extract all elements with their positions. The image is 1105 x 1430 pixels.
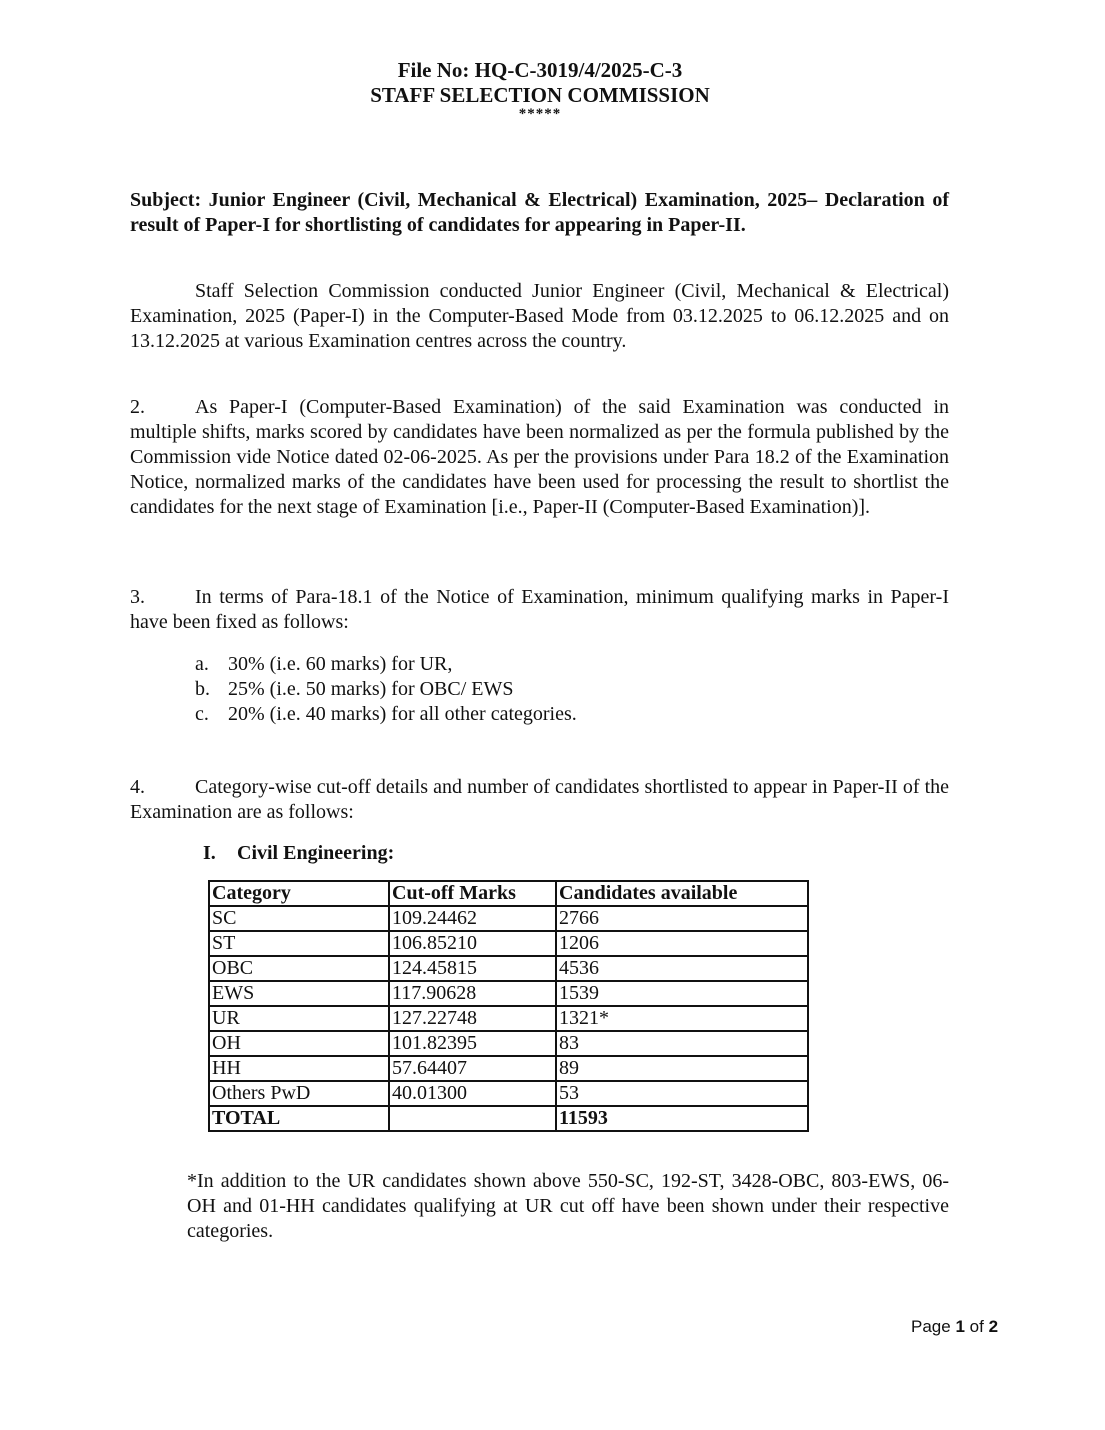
list-marker: b. xyxy=(195,678,210,700)
table-row xyxy=(209,931,808,956)
cell-candidates: 1321* xyxy=(556,1006,808,1031)
cell-cutoff: 127.22748 xyxy=(389,1006,556,1031)
file-number: File No: HQ-C-3019/4/2025-C-3 xyxy=(397,58,683,82)
table-row xyxy=(209,981,808,1006)
list-text: 25% (i.e. 50 marks) for OBC/ EWS xyxy=(228,678,514,700)
cell-cutoff: 101.82395 xyxy=(389,1031,556,1056)
page-of: of xyxy=(969,1317,984,1336)
table-header-row xyxy=(209,881,808,906)
list-marker: c. xyxy=(195,703,209,725)
cell-category: OBC xyxy=(209,956,389,981)
cell-cutoff: 106.85210 xyxy=(389,931,556,956)
cell-total-label: TOTAL xyxy=(209,1106,389,1131)
table-row xyxy=(209,1081,808,1106)
list-text: 30% (i.e. 60 marks) for UR, xyxy=(228,653,453,675)
cell-category: ST xyxy=(209,931,389,956)
cell-candidates: 83 xyxy=(556,1031,808,1056)
paragraph-3-number: 3. xyxy=(130,586,145,608)
cell-category: SC xyxy=(209,906,389,931)
table-row xyxy=(209,906,808,931)
cell-cutoff: 117.90628 xyxy=(389,981,556,1006)
cell-candidates: 53 xyxy=(556,1081,808,1106)
paragraph-2 xyxy=(130,395,949,520)
list-item xyxy=(195,677,577,702)
paragraph-4-number: 4. xyxy=(130,776,145,798)
cell-candidates: 1539 xyxy=(556,981,808,1006)
cutoff-table xyxy=(208,880,809,1132)
paragraph-3 xyxy=(130,585,949,635)
page-prefix: Page xyxy=(911,1317,951,1336)
paragraph-1 xyxy=(130,279,949,354)
cell-total-candidates: 11593 xyxy=(556,1106,808,1131)
list-text: 20% (i.e. 40 marks) for all other categories. xyxy=(228,703,577,725)
table-row xyxy=(209,1056,808,1081)
paragraph-4 xyxy=(130,775,949,825)
cell-cutoff: 57.64407 xyxy=(389,1056,556,1081)
cell-cutoff: 124.45815 xyxy=(389,956,556,981)
column-header-cutoff: Cut-off Marks xyxy=(389,881,556,906)
table-total-row xyxy=(209,1106,808,1131)
list-marker: a. xyxy=(195,653,209,675)
cell-candidates: 1206 xyxy=(556,931,808,956)
section-title: Civil Engineering: xyxy=(237,842,395,864)
qualifying-marks-list xyxy=(195,652,577,727)
table-row xyxy=(209,956,808,981)
table-row xyxy=(209,1006,808,1031)
cell-category: UR xyxy=(209,1006,389,1031)
cell-cutoff: 109.24462 xyxy=(389,906,556,931)
cell-category: OH xyxy=(209,1031,389,1056)
cell-candidates: 2766 xyxy=(556,906,808,931)
paragraph-2-number: 2. xyxy=(130,396,145,418)
list-item xyxy=(195,702,577,727)
cell-category: Others PwD xyxy=(209,1081,389,1106)
cell-cutoff: 40.01300 xyxy=(389,1081,556,1106)
paragraph-2-text: As Paper-I (Computer-Based Examination) of the said Examination was conducted in multiple shifts, marks scored by candidates have been normalized as per the formula published by the Commission vide Notice dated 02-06-2025. As per the provisions under Para 18.2 of the Examination Notice, normalized marks of the candidates have been used for processing the result to shortlist the candidates for the next stage of Examination [i.e., Paper-II (Computer-Based Examination)]. xyxy=(130,396,949,518)
section-heading xyxy=(203,842,394,865)
table-row xyxy=(209,1031,808,1056)
paragraph-3-text: In terms of Para-18.1 of the Notice of Examination, minimum qualifying marks in Paper-I have been fixed as follows: xyxy=(130,586,949,633)
cell-category: EWS xyxy=(209,981,389,1006)
page-number xyxy=(911,1317,998,1337)
column-header-candidates: Candidates available xyxy=(556,881,808,906)
header-stars: ***** xyxy=(518,106,562,122)
column-header-category: Category xyxy=(209,881,389,906)
organization-name: STAFF SELECTION COMMISSION xyxy=(370,83,710,107)
page-total: 2 xyxy=(988,1317,999,1336)
cell-category: HH xyxy=(209,1056,389,1081)
cell-candidates: 89 xyxy=(556,1056,808,1081)
subject-line: Subject: Junior Engineer (Civil, Mechanical & Electrical) Examination, 2025– Declaration of result of Paper-I for shortlisting of candidates for appearing in Paper-II. xyxy=(130,189,949,236)
section-numeral: I. xyxy=(203,842,216,864)
table-footnote: *In addition to the UR candidates shown above 550-SC, 192-ST, 3428-OBC, 803-EWS, 06-OH and 01-HH candidates qualifying at UR cut off have been shown under their respective categories. xyxy=(187,1170,949,1242)
paragraph-1-text: Staff Selection Commission conducted Junior Engineer (Civil, Mechanical & Electrical) Examination, 2025 (Paper-I) in the Computer-Based Mode from 03.12.2025 to 06.12.2025 and on 13.12.2025 at various Examination centres across the country. xyxy=(130,280,949,352)
paragraph-4-text: Category-wise cut-off details and number of candidates shortlisted to appear in Paper-II of the Examination are as follows: xyxy=(130,776,949,823)
page-current: 1 xyxy=(955,1317,965,1336)
list-item xyxy=(195,652,577,677)
cell-total-cutoff xyxy=(389,1106,556,1131)
cell-candidates: 4536 xyxy=(556,956,808,981)
